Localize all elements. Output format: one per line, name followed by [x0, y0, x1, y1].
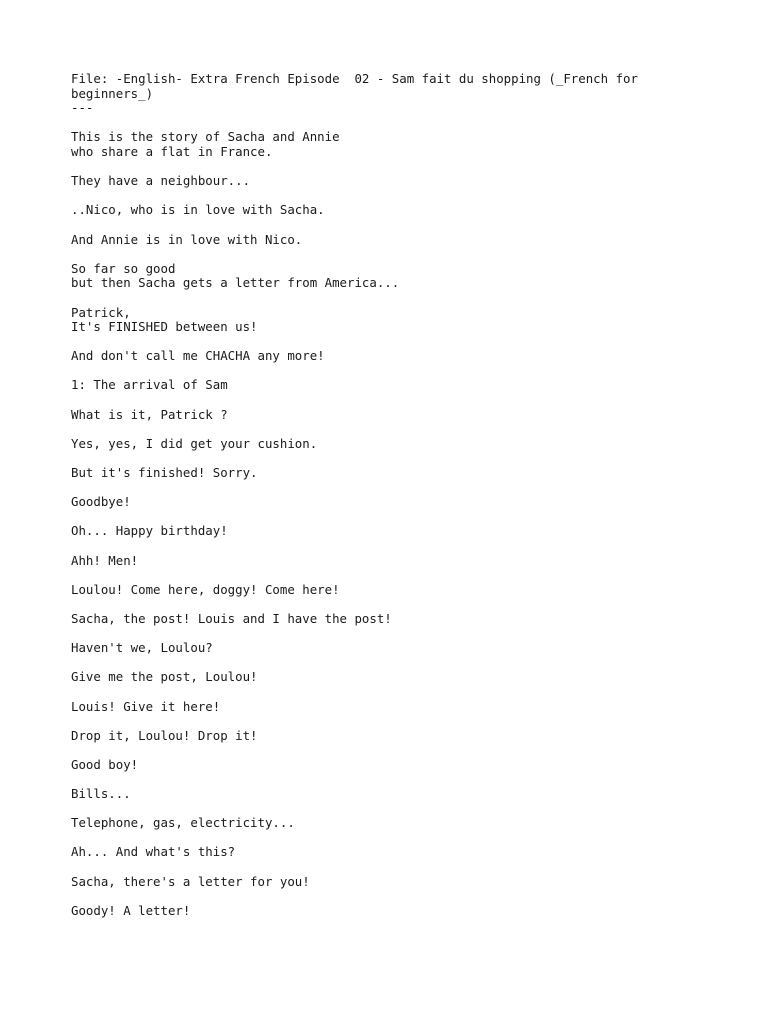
transcript-paragraph	[71, 306, 711, 335]
transcript-line: Oh... Happy birthday!	[71, 523, 228, 539]
transcript-paragraph	[71, 437, 711, 452]
transcript-paragraph	[71, 174, 711, 189]
file-header-line: File: -English- Extra French Episode 02 - Sam fait du shopping (_French for	[71, 71, 638, 86]
transcript-line: Sacha, there's a letter for you!	[71, 873, 310, 889]
transcript-line: So far so good	[71, 260, 176, 276]
transcript-line: What is it, Patrick ?	[71, 406, 228, 422]
transcript-paragraph	[71, 203, 711, 218]
transcript-paragraph	[71, 875, 711, 890]
transcript-paragraph	[71, 787, 711, 802]
transcript-line: They have a neighbour...	[71, 173, 251, 189]
transcript-paragraph	[71, 495, 711, 510]
transcript-line: It's FINISHED between us!	[71, 319, 258, 335]
transcript-line: Goody! A letter!	[71, 902, 191, 918]
transcript-paragraph	[71, 233, 711, 248]
transcript-paragraph	[71, 758, 711, 773]
transcript-paragraph	[71, 408, 711, 423]
transcript-line: Sacha, the post! Louis and I have the post!	[71, 610, 392, 626]
transcript-paragraph	[71, 583, 711, 598]
transcript-line: Bills...	[71, 786, 131, 802]
transcript-line: 1: The arrival of Sam	[71, 377, 228, 393]
transcript-line: This is the story of Sacha and Annie	[71, 129, 340, 145]
transcript-line: Patrick,	[71, 304, 131, 320]
file-header	[71, 72, 711, 116]
transcript-paragraph	[71, 670, 711, 685]
transcript-line: Good boy!	[71, 756, 139, 772]
transcript-line: And don't call me CHACHA any more!	[71, 348, 325, 364]
file-header-line: beginners_)	[71, 85, 154, 101]
transcript-paragraph	[71, 554, 711, 569]
transcript-line: Loulou! Come here, doggy! Come here!	[71, 581, 340, 597]
transcript-line: but then Sacha gets a letter from America...	[71, 275, 400, 291]
transcript-paragraph	[71, 466, 711, 481]
transcript-paragraph	[71, 845, 711, 860]
transcript-paragraph	[71, 349, 711, 364]
transcript-paragraph	[71, 904, 711, 919]
transcript-line: Haven't we, Loulou?	[71, 640, 213, 656]
header-separator: ---	[71, 100, 94, 116]
transcript-paragraph	[71, 612, 711, 627]
transcript-paragraph	[71, 816, 711, 831]
transcript-line: Drop it, Loulou! Drop it!	[71, 727, 258, 743]
transcript-line: Louis! Give it here!	[71, 698, 221, 714]
transcript-line: But it's finished! Sorry.	[71, 465, 258, 481]
transcript-line: ..Nico, who is in love with Sacha.	[71, 202, 325, 218]
transcript-line: Yes, yes, I did get your cushion.	[71, 435, 318, 451]
transcript-line: Goodbye!	[71, 494, 131, 510]
transcript-page	[71, 72, 711, 933]
transcript-paragraph	[71, 524, 711, 539]
transcript-line: Telephone, gas, electricity...	[71, 815, 295, 831]
transcript-line: And Annie is in love with Nico.	[71, 231, 303, 247]
transcript-line: Ahh! Men!	[71, 552, 139, 568]
transcript-paragraph	[71, 700, 711, 715]
transcript-line: Give me the post, Loulou!	[71, 669, 258, 685]
transcript-body	[71, 130, 711, 918]
transcript-paragraph	[71, 378, 711, 393]
transcript-paragraph	[71, 729, 711, 744]
transcript-paragraph	[71, 130, 711, 159]
transcript-line: who share a flat in France.	[71, 143, 273, 159]
transcript-line: Ah... And what's this?	[71, 844, 236, 860]
transcript-paragraph	[71, 641, 711, 656]
transcript-paragraph	[71, 262, 711, 291]
